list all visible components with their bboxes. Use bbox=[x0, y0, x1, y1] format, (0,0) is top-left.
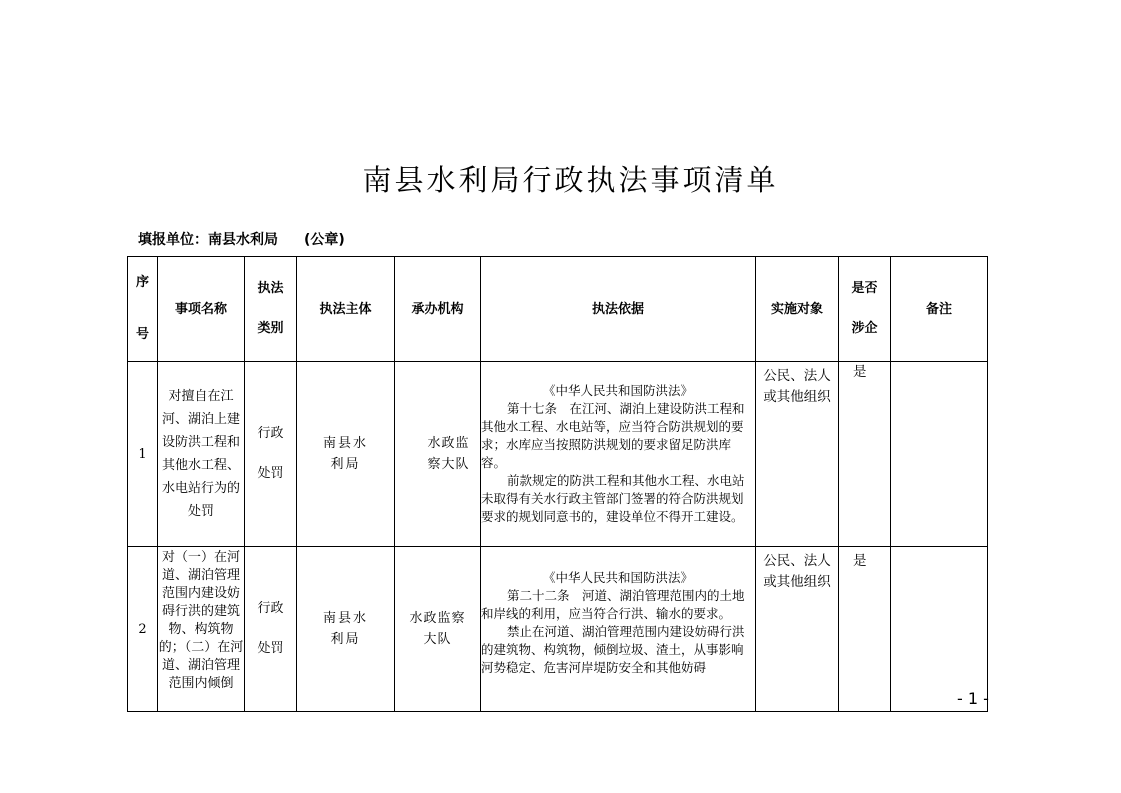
row-type: 行政 处罚 bbox=[245, 362, 297, 547]
seal-label: (公章) bbox=[304, 232, 345, 248]
row-enterprise: 是 bbox=[839, 362, 891, 547]
row-target: 公民、法人或其他组织 bbox=[756, 547, 839, 712]
row-seq: 1 bbox=[128, 362, 158, 547]
row-item-name: 对（一）在河道、湖泊管理范围内建设妨碍行洪的建筑物、构筑物的；（二）在河道、湖泊管理范围内倾倒 bbox=[158, 547, 245, 712]
row-type: 行政 处罚 bbox=[245, 547, 297, 712]
row-target: 公民、法人或其他组织 bbox=[756, 362, 839, 547]
row-enterprise: 是 bbox=[839, 547, 891, 712]
row-agency: 水政监察大队 bbox=[395, 362, 481, 547]
header-agency: 承办机构 bbox=[395, 257, 481, 362]
page-number: - 1 - bbox=[957, 689, 989, 708]
table-row bbox=[128, 547, 988, 712]
row-subject: 南县水利局 bbox=[297, 362, 395, 547]
header-basis: 执法依据 bbox=[481, 257, 756, 362]
row-remarks bbox=[891, 547, 988, 712]
row-seq: 2 bbox=[128, 547, 158, 712]
row-basis: 《中华人民共和国防洪法》 第二十二条 河道、湖泊管理范围内的土地和岸线的利用，应当符合行洪、输水的要求。 禁止在河道、湖泊管理范围内建设妨碍行洪的建筑物、构筑物，倾倒垃圾、渣土，从事影响河势稳定、危害河岸堤防安全和其他妨碍 bbox=[481, 547, 756, 712]
header-row bbox=[128, 257, 988, 362]
row-agency: 水政监察大队 bbox=[395, 547, 481, 712]
enforcement-table bbox=[127, 256, 988, 712]
header-item-name: 事项名称 bbox=[158, 257, 245, 362]
header-type: 执法 类别 bbox=[245, 257, 297, 362]
header-subject: 执法主体 bbox=[297, 257, 395, 362]
page-title: 南县水利局行政执法事项清单 bbox=[362, 163, 779, 197]
fill-unit: 填报单位：南县水利局 bbox=[138, 232, 278, 248]
row-subject: 南县水利局 bbox=[297, 547, 395, 712]
row-basis: 《中华人民共和国防洪法》 第十七条 在江河、湖泊上建设防洪工程和其他水工程、水电站等，应当符合防洪规划的要求；水库应当按照防洪规划的要求留足防洪库容。 前款规定的防洪工程和其他水工程、水电站未取得有关水行政主管部门签署的符合防洪规划要求的规划同意书的，建设单位不得开工建设。 bbox=[481, 362, 756, 547]
table-row bbox=[128, 362, 988, 547]
row-remarks bbox=[891, 362, 988, 547]
header-seq: 序 号 bbox=[128, 257, 158, 362]
header-target: 实施对象 bbox=[756, 257, 839, 362]
row-item-name: 对擅自在江河、湖泊上建设防洪工程和其他水工程、水电站行为的处罚 bbox=[158, 362, 245, 547]
header-enterprise: 是否 涉企 bbox=[839, 257, 891, 362]
header-remarks: 备注 bbox=[891, 257, 988, 362]
fill-unit-line bbox=[138, 229, 345, 249]
